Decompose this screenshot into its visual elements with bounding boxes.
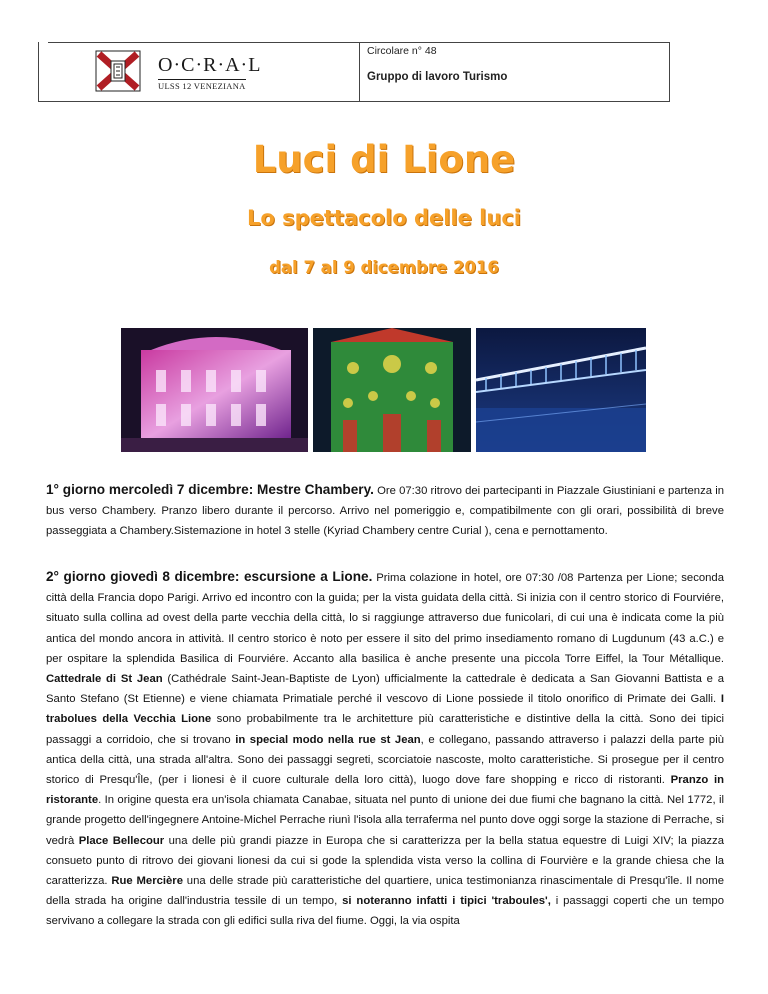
photo-theatre-lights — [121, 328, 308, 452]
day2-text-2: (Cathédrale Saint-Jean-Baptiste de Lyon) ufficialmente la cattedrale è dedicata a San Giovanni Battista e a Santo Stefano (St Etienne) e viene chiamata Primatiale perché il vescovo di Lione possiede il titolo onorifico di Primate dei Galli. — [46, 673, 724, 706]
day2-text-1: Prima colazione in hotel, ore 07:30 /08 Partenza per Lione; seconda città della Francia dopo Parigi. Arrivo ed incontro con la guida; per la vista guidata della città. Si inizia con il centro storico di Fourviére, situato sulla collina ad ovest della parte vecchia della città, lo si raggiunge attraverso due funicolari, di cui una è indicata come la più antica del mondo ancora in attività. Il centro storico è noto per essere il sito del primo insediamento romano di Lugdunum (43 a.C.) e per ospitare la splendida Basilica di Fourviére. Accanto alla basilica è anche presente una piccola Torre Eiffel, la Tour Métallique. — [46, 572, 724, 665]
photo-cathedral-lights — [313, 328, 471, 452]
day2-bold-4: Pranzo in ristorante — [46, 774, 725, 807]
header-top-border-right — [360, 42, 670, 43]
day2-bold-7: si noteranno infatti i tipici 'traboules', — [342, 895, 551, 908]
day2-bold-3: in special modo nella rue st Jean — [235, 733, 421, 746]
day1-text: Ore 07:30 ritrovo dei partecipanti in Piazzale Giustiniani e partenza in bus verso Chambery. Pranzo libero durante il percorso. Arrivo nel pomeriggio e, compatibilmente con gli orari, possibilità di breve passeggiata a Chambery.Sistemazione in hotel 3 stelle (Kyriad Chambery centre Curial ), cena e pernottamento. — [46, 485, 724, 538]
day2-text-3: sono probabilmente tra le architetture più caratteristiche e distintive della la città. Sono dei tipici passaggi a corridoio, che si trovano — [46, 713, 724, 746]
day2-bold-6: Rue Mercière — [111, 875, 183, 888]
logo-name: O·C·R·A·L — [158, 54, 262, 76]
day2-bold-2: I trabolues della Vecchia Lione — [46, 693, 724, 726]
header-divider — [359, 42, 360, 102]
header-top-border — [48, 42, 360, 43]
day2-bold-1: Cattedrale di St Jean — [46, 673, 163, 686]
photo-bridge-lights — [476, 328, 646, 452]
gruppo-label: Gruppo di lavoro Turismo — [367, 71, 508, 83]
day2-text-7: una delle strade più caratteristiche del quartiere, unica testimonianza rinascimentale di Presqu'île. Il nome della strada ha origine dall'industria tessile di un tempo, — [46, 875, 724, 908]
circolare-number: Circolare n° 48 — [367, 45, 437, 57]
page-title: Luci di Lione — [252, 138, 516, 181]
page-subtitle: Lo spettacolo delle luci — [247, 206, 521, 230]
day2-text-8: i passaggi coperti che un tempo servivano a collegare la strada con gli edifici sulla riva del fiume. Oggi, la via ospita — [46, 895, 724, 928]
day2-text-4: , e collegano, passando attraverso i palazzi della parte più antica della città, una strada all'altra. Sono dei passaggi segreti, scorciatoie nascoste, molto caratteristiche. Si prosegue per il centro storico di Presqu'Île, (per i lionesi è il cuore culturale della loro città), luogo dove fare shopping e ricco di ristoranti. — [46, 733, 725, 787]
ocral-logo-icon — [95, 50, 141, 92]
day2-lead: 2° giorno giovedì 8 dicembre: escursione a Lione. — [46, 569, 373, 584]
day2-bold-5: Place Bellecour — [78, 834, 165, 847]
day1-paragraph — [46, 480, 724, 542]
day2-paragraph — [46, 567, 724, 932]
trip-dates: dal 7 al 9 dicembre 2016 — [269, 258, 499, 277]
day2-text-5: . In origine questa era un'isola chiamata Canabae, situata nel punto di unione dei due fiumi che bagnano la città. Nel 1772, il grande progetto dell'ingegnere Antoine-Michel Perrache riunì l'isola alla terraferma nel punto dove oggi sorge la stazione di Perrache, si vedrà — [46, 794, 724, 847]
logo-subtitle: ULSS 12 VENEZIANA — [158, 81, 246, 91]
day2-text-6: una delle più grandi piazze in Europa che si caratterizza per la bella statua equestre di Luigi XIV; la piazza consueto punto di ritrovo dei giovani lionesi da cui si gode la splendida vista verso la collina di Fourvière e la grande chiesa che la caratterizza. — [46, 834, 724, 888]
day1-lead: 1° giorno mercoledì 7 dicembre: Mestre Chambery. — [46, 482, 374, 497]
